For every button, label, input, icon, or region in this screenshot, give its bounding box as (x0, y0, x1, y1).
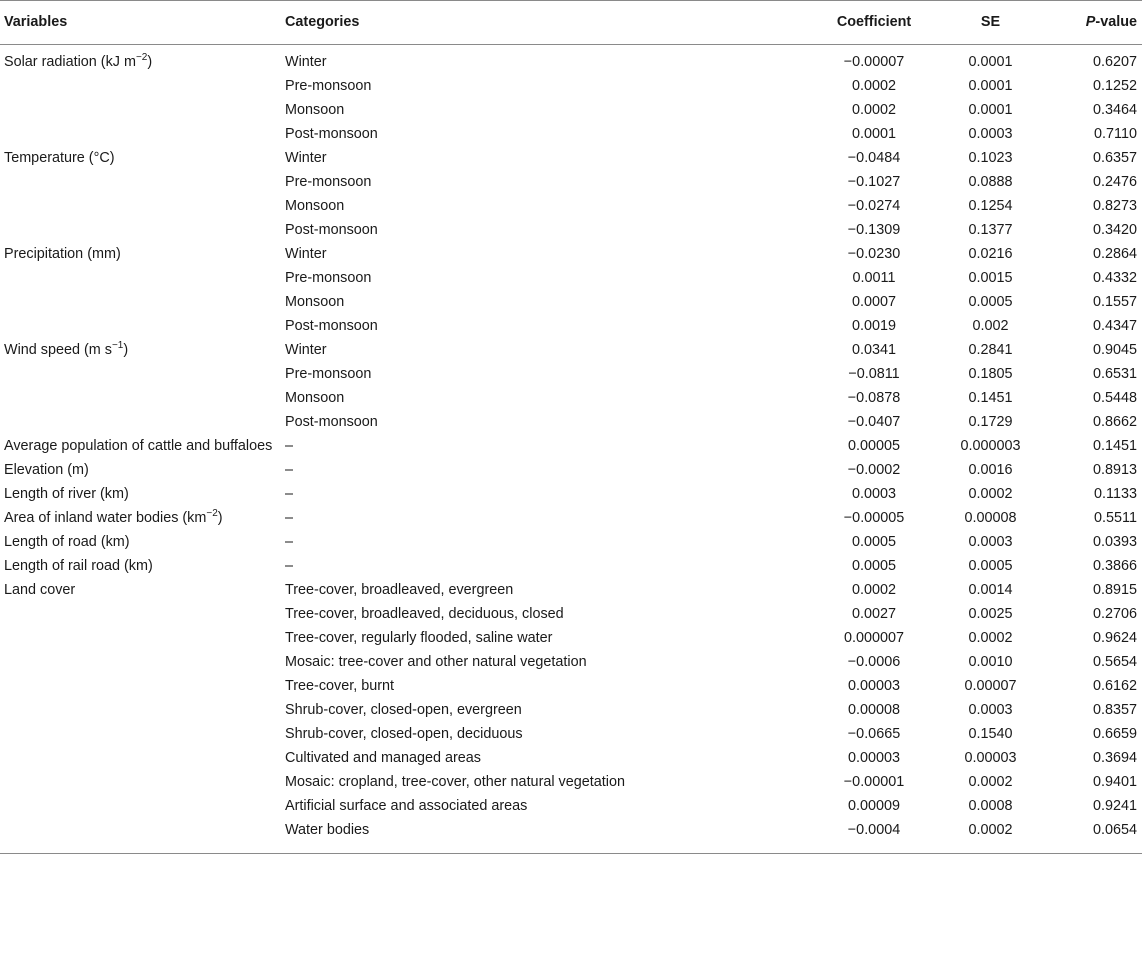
cell-p-value: 0.3866 (1092, 558, 1137, 574)
cell-category: Winter (285, 246, 327, 262)
cell-variable (0, 506, 281, 530)
cell-variable (0, 530, 281, 554)
cell-variable (0, 674, 281, 698)
cell-coefficient: −0.1027 (847, 174, 901, 190)
table-row (0, 458, 1142, 482)
cell-coefficient: −0.1309 (847, 222, 901, 238)
cell-coefficient: 0.0001 (851, 126, 896, 142)
cell-coefficient: 0.0007 (851, 294, 896, 310)
cell-se: 0.00007 (964, 678, 1017, 694)
table-row (0, 818, 1142, 854)
cell-p-value: 0.4347 (1092, 318, 1137, 334)
cell-se: 0.0005 (968, 558, 1013, 574)
variable-superscript: −2 (206, 508, 218, 520)
cell-category: Monsoon (285, 294, 345, 310)
header-p-rest: -value (1095, 14, 1137, 30)
header-row (0, 1, 1142, 45)
cell-variable (0, 290, 281, 314)
cell-coefficient: 0.0341 (851, 342, 896, 358)
cell-p-value: 0.2476 (1092, 174, 1137, 190)
cell-p-value: 0.9624 (1092, 630, 1137, 646)
cell-category: Tree-cover, broadleaved, evergreen (285, 582, 514, 598)
cell-se: 0.00008 (964, 510, 1017, 526)
cell-coefficient: 0.000007 (843, 630, 905, 646)
cell-p-value: 0.6531 (1092, 366, 1137, 382)
cell-p-value: 0.9401 (1092, 774, 1137, 790)
cell-p-value: 0.6207 (1092, 54, 1137, 70)
cell-coefficient: 0.0005 (851, 534, 896, 550)
variable-text: Temperature (°C) (4, 150, 115, 166)
cell-variable (0, 122, 281, 146)
cell-category: Monsoon (285, 102, 345, 118)
cell-category: Water bodies (281, 818, 811, 854)
cell-se: 0.1805 (968, 366, 1013, 382)
cell-coefficient: −0.0002 (847, 462, 901, 478)
table-row (0, 410, 1142, 434)
table-header (0, 1, 1142, 45)
table-row (0, 266, 1142, 290)
table-row (0, 194, 1142, 218)
table-row (0, 434, 1142, 458)
cell-category: Mosaic: cropland, tree-cover, other natural vegetation (285, 774, 625, 790)
cell-se: 0.0005 (968, 294, 1013, 310)
variable-text: Wind speed (m s (4, 342, 112, 358)
cell-p-value: 0.8273 (1092, 198, 1137, 214)
cell-p-value: 0.2706 (1092, 606, 1137, 622)
table-row (0, 98, 1142, 122)
header-p-italic: P (1085, 14, 1096, 30)
cell-se: 0.0025 (968, 606, 1013, 622)
cell-variable (0, 770, 281, 794)
cell-variable (0, 794, 281, 818)
cell-category: – (285, 534, 294, 550)
cell-variable (0, 602, 281, 626)
cell-variable (0, 746, 281, 770)
cell-variable (0, 314, 281, 338)
cell-coefficient: 0.0005 (851, 558, 896, 574)
cell-se: 0.1254 (968, 198, 1013, 214)
table-row (0, 578, 1142, 602)
cell-variable (0, 98, 281, 122)
cell-p-value: 0.2864 (1092, 246, 1137, 262)
cell-variable (0, 338, 281, 362)
cell-coefficient: −0.0004 (811, 818, 937, 854)
cell-category: Mosaic: tree-cover and other natural vegetation (285, 654, 587, 670)
cell-variable (0, 482, 281, 506)
table-row (0, 74, 1142, 98)
cell-category: Cultivated and managed areas (285, 750, 482, 766)
header-coefficient: Coefficient (811, 1, 937, 45)
cell-p-value: 0.6357 (1092, 150, 1137, 166)
cell-p-value: 0.3464 (1092, 102, 1137, 118)
cell-category: Winter (285, 150, 327, 166)
cell-coefficient: 0.0003 (851, 486, 896, 502)
table-body (0, 45, 1142, 854)
cell-p-value: 0.8662 (1092, 414, 1137, 430)
cell-se: 0.0003 (968, 534, 1013, 550)
cell-category: Winter (285, 54, 327, 70)
cell-p-value: 0.9241 (1092, 798, 1137, 814)
cell-variable (0, 266, 281, 290)
cell-se: 0.0001 (968, 78, 1013, 94)
cell-category: Shrub-cover, closed-open, evergreen (285, 702, 522, 718)
cell-se: 0.0003 (968, 702, 1013, 718)
cell-category: – (285, 438, 294, 454)
cell-variable (0, 458, 281, 482)
cell-p-value: 0.8913 (1092, 462, 1137, 478)
table-row (0, 746, 1142, 770)
table-row (0, 386, 1142, 410)
cell-category: Pre-monsoon (285, 366, 372, 382)
cell-p-value: 0.0393 (1092, 534, 1137, 550)
cell-variable (0, 722, 281, 746)
cell-p-value: 0.8915 (1092, 582, 1137, 598)
table-row (0, 314, 1142, 338)
table-row (0, 218, 1142, 242)
cell-category: Pre-monsoon (285, 174, 372, 190)
cell-coefficient: −0.0878 (847, 390, 901, 406)
cell-variable (0, 362, 281, 386)
cell-se: 0.00003 (964, 750, 1017, 766)
cell-variable (0, 818, 281, 854)
cell-category: Post-monsoon (285, 222, 378, 238)
cell-category: – (285, 486, 294, 502)
cell-coefficient: −0.0006 (847, 654, 901, 670)
cell-variable (0, 170, 281, 194)
table-row (0, 650, 1142, 674)
cell-category: Post-monsoon (285, 126, 378, 142)
cell-variable (0, 74, 281, 98)
cell-coefficient: −0.00005 (843, 510, 905, 526)
cell-se: 0.1451 (968, 390, 1013, 406)
cell-se: 0.0888 (968, 174, 1013, 190)
variable-tail: ) (123, 342, 129, 358)
variable-text: Solar radiation (kJ m (4, 54, 136, 70)
cell-p-value: 0.5511 (1094, 510, 1137, 526)
cell-se: 0.0001 (968, 54, 1013, 70)
table-row (0, 602, 1142, 626)
cell-p-value: 0.1451 (1092, 438, 1137, 454)
variable-text: Average population of cattle and buffaloes (4, 438, 273, 454)
cell-coefficient: −0.0484 (847, 150, 901, 166)
table-row (0, 626, 1142, 650)
cell-category: Artificial surface and associated areas (285, 798, 528, 814)
table-row (0, 506, 1142, 530)
cell-category: – (285, 558, 294, 574)
table-row (0, 482, 1142, 506)
variable-text: Length of road (km) (4, 534, 130, 550)
cell-coefficient: 0.00003 (847, 750, 901, 766)
table-row (0, 45, 1142, 75)
cell-se: 0.0002 (968, 630, 1013, 646)
variable-tail: ) (147, 54, 153, 70)
cell-coefficient: 0.0002 (851, 78, 896, 94)
cell-se: 0.0002 (937, 818, 1044, 854)
cell-p-value: 0.6162 (1092, 678, 1137, 694)
cell-coefficient: −0.0407 (847, 414, 901, 430)
table-row (0, 146, 1142, 170)
table-row (0, 674, 1142, 698)
cell-category: Shrub-cover, closed-open, deciduous (285, 726, 523, 742)
cell-p-value: 0.4332 (1092, 270, 1137, 286)
cell-category: Tree-cover, regularly flooded, saline water (285, 630, 553, 646)
cell-coefficient: −0.0811 (848, 366, 900, 382)
table-row (0, 338, 1142, 362)
cell-p-value: 0.7110 (1094, 126, 1137, 142)
cell-variable (0, 626, 281, 650)
cell-variable (0, 434, 281, 458)
cell-variable (0, 146, 281, 170)
cell-p-value: 0.1133 (1094, 486, 1137, 502)
cell-se: 0.0002 (968, 774, 1013, 790)
header-se: SE (937, 1, 1044, 45)
cell-coefficient: 0.00003 (847, 678, 901, 694)
cell-coefficient: 0.0019 (851, 318, 896, 334)
cell-se: 0.0216 (968, 246, 1013, 262)
cell-variable (0, 650, 281, 674)
cell-se: 0.1377 (968, 222, 1013, 238)
variable-text: Length of rail road (km) (4, 558, 153, 574)
table-row (0, 554, 1142, 578)
cell-category: Pre-monsoon (285, 78, 372, 94)
cell-variable (0, 698, 281, 722)
cell-se: 0.0014 (968, 582, 1013, 598)
cell-coefficient: −0.00007 (843, 54, 905, 70)
variable-text: Length of river (km) (4, 486, 129, 502)
cell-variable (0, 218, 281, 242)
table-row (0, 170, 1142, 194)
cell-coefficient: 0.00008 (847, 702, 901, 718)
cell-se: 0.1540 (968, 726, 1013, 742)
cell-coefficient: −0.0230 (847, 246, 901, 262)
cell-p-value: 0.1557 (1092, 294, 1137, 310)
table-row (0, 770, 1142, 794)
cell-variable (0, 45, 281, 75)
cell-coefficient: 0.0027 (851, 606, 896, 622)
table-row (0, 794, 1142, 818)
cell-p-value: 0.5448 (1092, 390, 1137, 406)
cell-variable (0, 578, 281, 602)
cell-coefficient: 0.00009 (847, 798, 901, 814)
cell-category: Monsoon (285, 390, 345, 406)
cell-se: 0.0010 (968, 654, 1013, 670)
variable-superscript: −1 (111, 340, 124, 352)
cell-se: 0.000003 (960, 438, 1021, 454)
cell-coefficient: −0.0665 (847, 726, 901, 742)
cell-variable (0, 194, 281, 218)
table-row (0, 722, 1142, 746)
cell-se: 0.0008 (968, 798, 1013, 814)
cell-p-value: 0.0654 (1044, 818, 1142, 854)
cell-se: 0.0001 (968, 102, 1013, 118)
header-variables: Variables (0, 1, 281, 45)
cell-coefficient: 0.0011 (852, 270, 896, 286)
cell-p-value: 0.9045 (1092, 342, 1137, 358)
cell-se: 0.0016 (968, 462, 1013, 478)
cell-se: 0.002 (972, 318, 1009, 334)
cell-se: 0.1023 (968, 150, 1013, 166)
table-row (0, 362, 1142, 386)
cell-variable (0, 410, 281, 434)
table-row (0, 698, 1142, 722)
header-p-value (1044, 1, 1142, 45)
variable-text: Area of inland water bodies (km (4, 510, 207, 526)
cell-category: – (285, 462, 294, 478)
cell-category: Winter (285, 342, 327, 358)
cell-se: 0.0003 (968, 126, 1013, 142)
cell-coefficient: 0.0002 (851, 582, 896, 598)
variable-tail: ) (217, 510, 223, 526)
cell-category: Tree-cover, broadleaved, deciduous, closed (285, 606, 564, 622)
cell-coefficient: −0.0274 (847, 198, 901, 214)
table-row (0, 530, 1142, 554)
cell-category: Monsoon (285, 198, 345, 214)
variable-text: Land cover (4, 582, 76, 598)
cell-se: 0.0002 (968, 486, 1013, 502)
cell-variable (0, 242, 281, 266)
table-row (0, 242, 1142, 266)
cell-variable (0, 386, 281, 410)
cell-p-value: 0.8357 (1092, 702, 1137, 718)
cell-p-value: 0.5654 (1092, 654, 1137, 670)
variable-text: Precipitation (mm) (4, 246, 121, 262)
table-row (0, 290, 1142, 314)
cell-category: Post-monsoon (285, 414, 378, 430)
cell-category: Pre-monsoon (285, 270, 372, 286)
cell-se: 0.2841 (968, 342, 1013, 358)
cell-category: – (285, 510, 294, 526)
cell-p-value: 0.3694 (1092, 750, 1137, 766)
cell-category: Tree-cover, burnt (285, 678, 395, 694)
cell-se: 0.0015 (968, 270, 1013, 286)
cell-coefficient: 0.00005 (847, 438, 901, 454)
variable-superscript: −2 (135, 52, 148, 64)
table-row (0, 122, 1142, 146)
header-categories: Categories (281, 1, 811, 45)
variable-text: Elevation (m) (4, 462, 89, 478)
cell-p-value: 0.6659 (1092, 726, 1137, 742)
cell-p-value: 0.3420 (1092, 222, 1137, 238)
cell-p-value: 0.1252 (1092, 78, 1137, 94)
cell-variable (0, 554, 281, 578)
cell-coefficient: −0.00001 (843, 774, 905, 790)
cell-coefficient: 0.0002 (851, 102, 896, 118)
cell-se: 0.1729 (968, 414, 1013, 430)
cell-category: Post-monsoon (285, 318, 378, 334)
